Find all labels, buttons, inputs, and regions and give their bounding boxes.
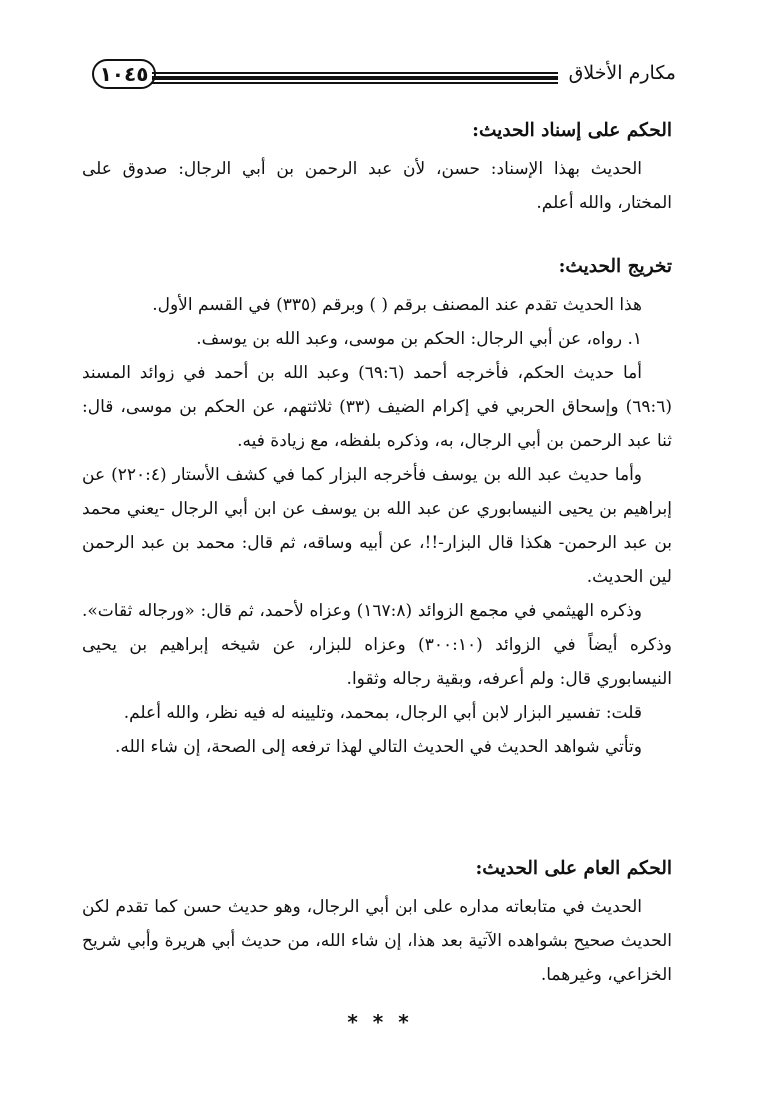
- paragraph: أما حديث الحكم، فأخرجه أحمد (٦٩:٦) وعبد الله بن أحمد في زوائد المسند (٦٩:٦) وإسحاق الحربي في إكرام الضيف (٣٣) ثلاثتهم، عن الحكم بن موسى، قال: ثنا عبد الرحمن بن أبي الرجال، به، وذكره بلفظه، مع زيادة فيه.: [82, 363, 673, 451]
- section-general-ruling: [82, 852, 672, 992]
- paragraph: الحديث بهذا الإسناد: حسن، لأن عبد الرحمن بن أبي الرجال: صدوق على المختار، والله أعلم.: [82, 159, 672, 213]
- running-header: [92, 58, 676, 98]
- book-title: مكارم الأخلاق: [568, 62, 676, 84]
- paragraph: ١. رواه، عن أبي الرجال: الحكم بن موسى، وعبد الله بن يوسف.: [196, 329, 642, 349]
- paragraph: وأما حديث عبد الله بن يوسف فأخرجه البزار كما في كشف الأستار (٢٢٠:٤) عن إبراهيم بن يحيى النيسابوري عن عبد الله بن يوسف عن ابن أبي الرجال -يعني محمد بن عبد الرحمن- هكذا قال البزار-!!، عن أبيه وساقه، ثم قال: محمد بن عبد الرحمن لين الحديث.: [82, 465, 672, 587]
- section-heading: الحكم على إسناد الحديث:: [472, 120, 672, 141]
- end-mark: * * *: [347, 1010, 413, 1034]
- section-isnad-ruling: [82, 114, 672, 220]
- paragraph: الحديث في متابعاته مداره على ابن أبي الرجال، وهو حديث حسن كما تقدم لكن الحديث صحيح بشواهده الآتية بعد هذا، إن شاء الله، من حديث أبي هريرة وأبي شريح الخزاعي، وغيرهما.: [82, 897, 672, 985]
- header-rule: [152, 72, 558, 84]
- section-takhrij: [82, 250, 672, 764]
- paragraph: هذا الحديث تقدم عند المصنف برقم ( ) وبرقم (٣٣٥) في القسم الأول.: [152, 295, 642, 315]
- section-heading: تخريج الحديث:: [558, 256, 672, 277]
- paragraph: وذكره الهيثمي في مجمع الزوائد (١٦٧:٨) وعزاه لأحمد، ثم قال: «ورجاله ثقات». وذكره أيضاً في الزوائد (٣٠٠:١٠) وعزاه للبزار، عن شيخه إبراهيم بن يحيى النيسابوري قال: ولم أعرفه، وبقية رجاله وثقوا.: [82, 601, 673, 689]
- section-heading: الحكم العام على الحديث:: [475, 858, 672, 879]
- paragraph: وتأتي شواهد الحديث في الحديث التالي لهذا ترفعه إلى الصحة، إن شاء الله.: [115, 737, 642, 757]
- paragraph: قلت: تفسير البزار لابن أبي الرجال، بمحمد، وتليينه له فيه نظر، والله أعلم.: [123, 703, 642, 723]
- page-number: ١٠٤٥: [92, 59, 156, 89]
